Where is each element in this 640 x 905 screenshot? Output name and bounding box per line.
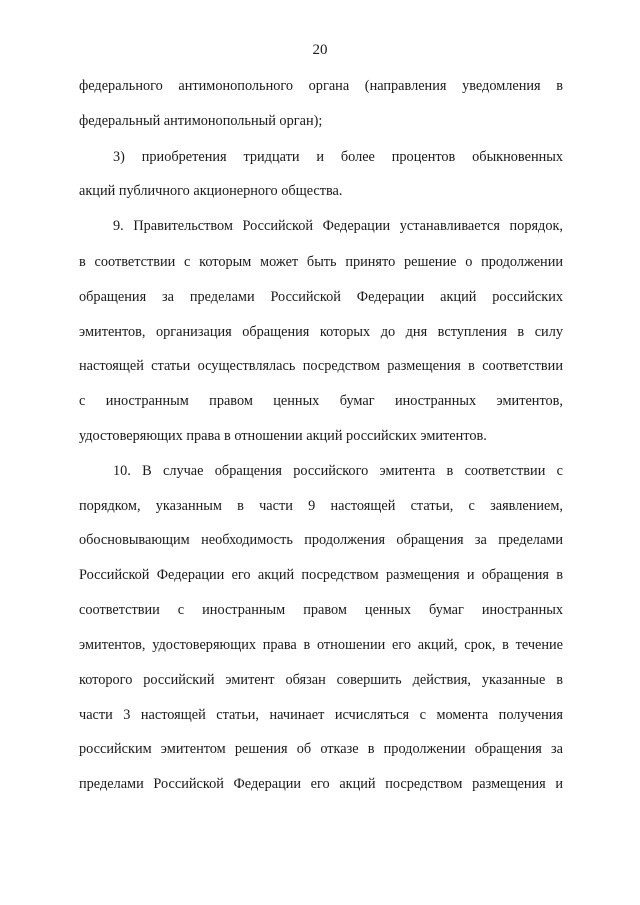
text-line: эмитентов, удостоверяющих права в отношении его акций, срок, в течение [79, 637, 563, 653]
text-line: обосновывающим необходимость продолжения обращения за пределами [79, 532, 563, 548]
text-line: с иностранным правом ценных бумаг иностранных эмитентов, [79, 393, 563, 409]
text-line: пределами Российской Федерации его акций посредством размещения и [79, 776, 563, 792]
page-number: 20 [312, 42, 328, 58]
text-line: удостоверяющих права в отношении акций российских эмитентов. [79, 428, 487, 444]
text-line: Российской Федерации его акций посредством размещения и обращения в [79, 567, 563, 583]
text-line: федеральный антимонопольный орган); [79, 113, 323, 129]
text-line: части 3 настоящей статьи, начинает исчисляться с момента получения [79, 707, 563, 723]
text-line: федерального антимонопольного органа (направления уведомления в [79, 78, 563, 94]
text-line: эмитентов, организация обращения которых до дня вступления в силу [79, 324, 563, 340]
text-line: соответствии с иностранным правом ценных бумаг иностранных [79, 602, 563, 618]
text-line: которого российский эмитент обязан совершить действия, указанные в [79, 672, 563, 688]
text-line: 9. Правительством Российской Федерации устанавливается порядок, [113, 218, 563, 234]
text-line: 3) приобретения тридцати и более процентов обыкновенных [113, 149, 563, 165]
text-line: порядком, указанным в части 9 настоящей статьи, с заявлением, [79, 498, 563, 514]
text-line: в соответствии с которым может быть принято решение о продолжении [79, 254, 563, 270]
text-line: акций публичного акционерного общества. [79, 183, 343, 199]
text-line: российским эмитентом решения об отказе в продолжении обращения за [79, 741, 563, 757]
text-line: обращения за пределами Российской Федерации акций российских [79, 289, 563, 305]
text-line: 10. В случае обращения российского эмитента в соответствии с [113, 463, 563, 479]
text-line: настоящей статьи осуществлялась посредством размещения в соответствии [79, 358, 563, 374]
